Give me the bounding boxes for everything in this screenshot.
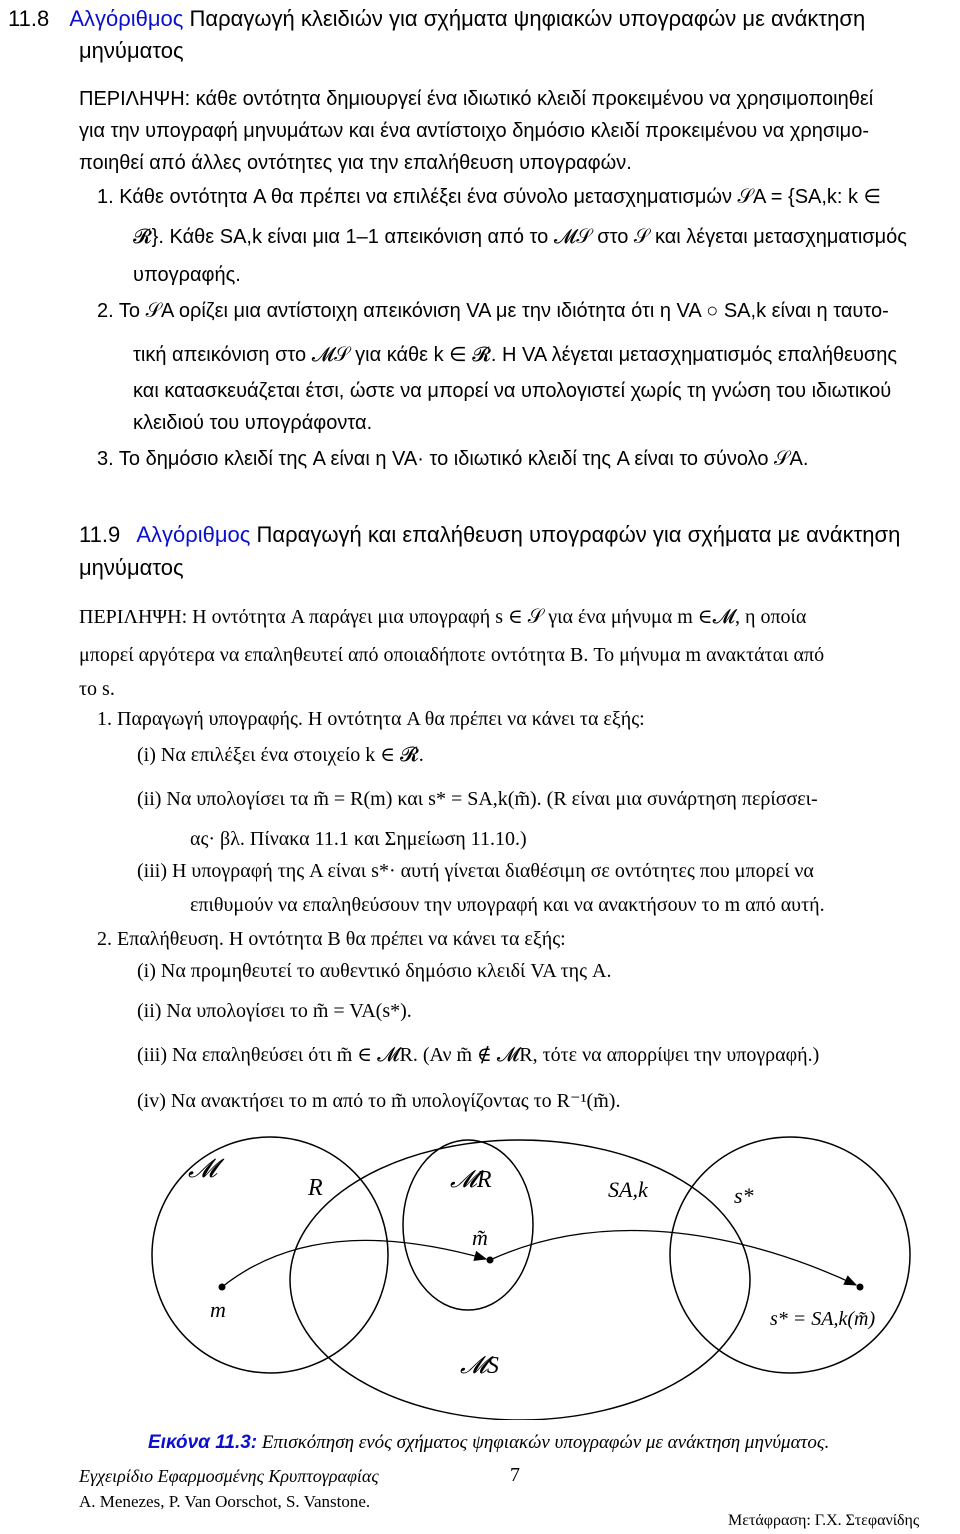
heading-title-cont: μηνύματος: [79, 555, 184, 580]
heading-keyword: Αλγόριθμος: [136, 522, 251, 547]
summary-line: μπορεί αργότερα να επαληθευτεί από οποιαδήποτε οντότητα B. Το μήνυμα m ανακτάται από: [79, 644, 825, 666]
heading-title: Παραγωγή και επαλήθευση υπογραφών για σχήματα με ανάκτηση: [256, 522, 901, 547]
heading-11-8: [8, 6, 865, 32]
heading-title-cont: μηνύματος: [79, 38, 184, 63]
heading-keyword: Αλγόριθμος: [69, 6, 184, 31]
label-m-tilde: m̃: [472, 1225, 488, 1250]
list-item-1-cont: 𝓡}. Κάθε SA,k είναι μια 1–1 απεικόνιση από το 𝓜𝒮 στο 𝒮 και λέγεται μετασχηματισμός: [133, 226, 907, 248]
step-1-iii-cont: επιθυμούν να επαληθεύσουν την υπογραφή και να ανακτήσουν το m από αυτή.: [190, 894, 825, 916]
set-S-ellipse: [670, 1137, 910, 1373]
label-formula: s* = SA,k(m̃): [770, 1308, 876, 1330]
summary-line: ποιηθεί από άλλες οντότητες για την επαλήθευση υπογραφών.: [79, 152, 632, 174]
arrow-SAk: [490, 1231, 856, 1285]
set-MR-ellipse: [403, 1140, 533, 1310]
step-2-ii: (ii) Να υπολογίσει το m̃ = VA(s*).: [137, 1000, 412, 1022]
step-1-i: (i) Να επιλέξει ένα στοιχείο k ∈ 𝓡.: [137, 744, 424, 766]
summary-line: το s.: [79, 678, 115, 700]
label-SAk: SA,k: [608, 1177, 648, 1202]
list-item-2-cont: και κατασκευάζεται έτσι, ώστε να μπορεί να υπολογιστεί χωρίς τη γνώση του ιδιωτικού: [133, 380, 892, 402]
label-M: 𝓜: [188, 1154, 218, 1183]
label-R: R: [308, 1175, 323, 1201]
step-2-i: (i) Να προμηθευτεί το αυθεντικό δημόσιο κλειδί VA της A.: [137, 960, 612, 982]
caption-label: Εικόνα 11.3:: [148, 1432, 258, 1453]
label-MS: 𝓜S: [460, 1353, 499, 1379]
figure-diagram: [150, 1125, 920, 1420]
list-item-3: 3. Το δημόσιο κλειδί της A είναι η VA· το ιδιωτικό κλειδί της A είναι το σύνολο 𝒮A.: [97, 448, 809, 470]
list-item-2: 2. Το 𝒮A ορίζει μια αντίστοιχη απεικόνιση VA με την ιδιότητα ότι η VA ○ SA,k είναι η ταυτο-: [97, 300, 889, 322]
summary-line: ΠΕΡΙΛΗΨΗ: Η οντότητα A παράγει μια υπογραφή s ∈ 𝒮 για ένα μήνυμα m ∈𝓜, η οποία: [79, 606, 807, 628]
list-item-1-cont: υπογραφής.: [133, 264, 241, 286]
step-1-ii: (ii) Να υπολογίσει τα m̃ = R(m) και s* = SA,k(m̃). (R είναι μια συνάρτηση περίσσει-: [137, 788, 818, 810]
label-s-star: s*: [734, 1183, 754, 1208]
summary-line: για την υπογραφή μηνυμάτων και ένα αντίστοιχο δημόσιο κλειδί προκειμένου να χρησιμο-: [79, 120, 869, 142]
point-s-star: [857, 1284, 864, 1291]
step-1-iii: (iii) Η υπογραφή της A είναι s*· αυτή γίνεται διαθέσιμη σε οντότητες που μπορεί να: [137, 860, 814, 882]
label-m: m: [210, 1297, 226, 1322]
footer-book: Εγχειρίδιο Εφαρμοσμένης Κρυπτογραφίας: [79, 1466, 379, 1486]
heading-11-9: [79, 522, 900, 548]
heading-number: 11.9: [79, 522, 121, 547]
heading-title: Παραγωγή κλειδιών για σχήματα ψηφιακών υπογραφών με ανάκτηση: [189, 6, 866, 31]
heading-number: 11.8: [8, 6, 50, 31]
arrow-R: [222, 1240, 486, 1287]
list-item-2-cont: τική απεικόνιση στο 𝓜𝒮 για κάθε k ∈ 𝓡. Η VA λέγεται μετασχηματισμός επαλήθευσης: [133, 344, 898, 366]
footer-translation: Μετάφραση: Γ.Χ. Στεφανίδης: [728, 1512, 920, 1529]
step-2-iv: (iv) Να ανακτήσει το m από το m̃ υπολογίζοντας το R⁻¹(m̃).: [137, 1090, 621, 1112]
step-2-iii: (iii) Να επαληθεύσει ότι m̃ ∈ 𝓜R. (Αν m̃ ∉ 𝓜R, τότε να απορρίψει την υπογραφή.): [137, 1044, 820, 1066]
figure-caption: [148, 1432, 829, 1454]
set-MS-ellipse: [290, 1140, 750, 1420]
list-item-1: 1. Κάθε οντότητα A θα πρέπει να επιλέξει ένα σύνολο μετασχηματισμών 𝒮A = {SA,k: k ∈: [97, 186, 882, 208]
list-item-2-cont: κλειδιού του υπογράφοντα.: [133, 412, 373, 434]
caption-text: Επισκόπηση ενός σχήματος ψηφιακών υπογραφών με ανάκτηση μηνύματος.: [261, 1432, 830, 1453]
label-MR: 𝓜R: [450, 1167, 492, 1193]
step-1: 1. Παραγωγή υπογραφής. Η οντότητα A θα πρέπει να κάνει τα εξής:: [97, 708, 645, 730]
summary-line: ΠΕΡΙΛΗΨΗ: κάθε οντότητα δημιουργεί ένα ιδιωτικό κλειδί προκειμένου να χρησιμοποιηθεί: [79, 88, 874, 110]
step-2: 2. Επαλήθευση. Η οντότητα B θα πρέπει να κάνει τα εξής:: [97, 928, 566, 950]
step-1-ii-cont: ας· βλ. Πίνακα 11.1 και Σημείωση 11.10.): [190, 828, 527, 850]
footer-authors: A. Menezes, P. Van Oorschot, S. Vanstone.: [79, 1492, 371, 1511]
page-number: 7: [510, 1464, 520, 1486]
